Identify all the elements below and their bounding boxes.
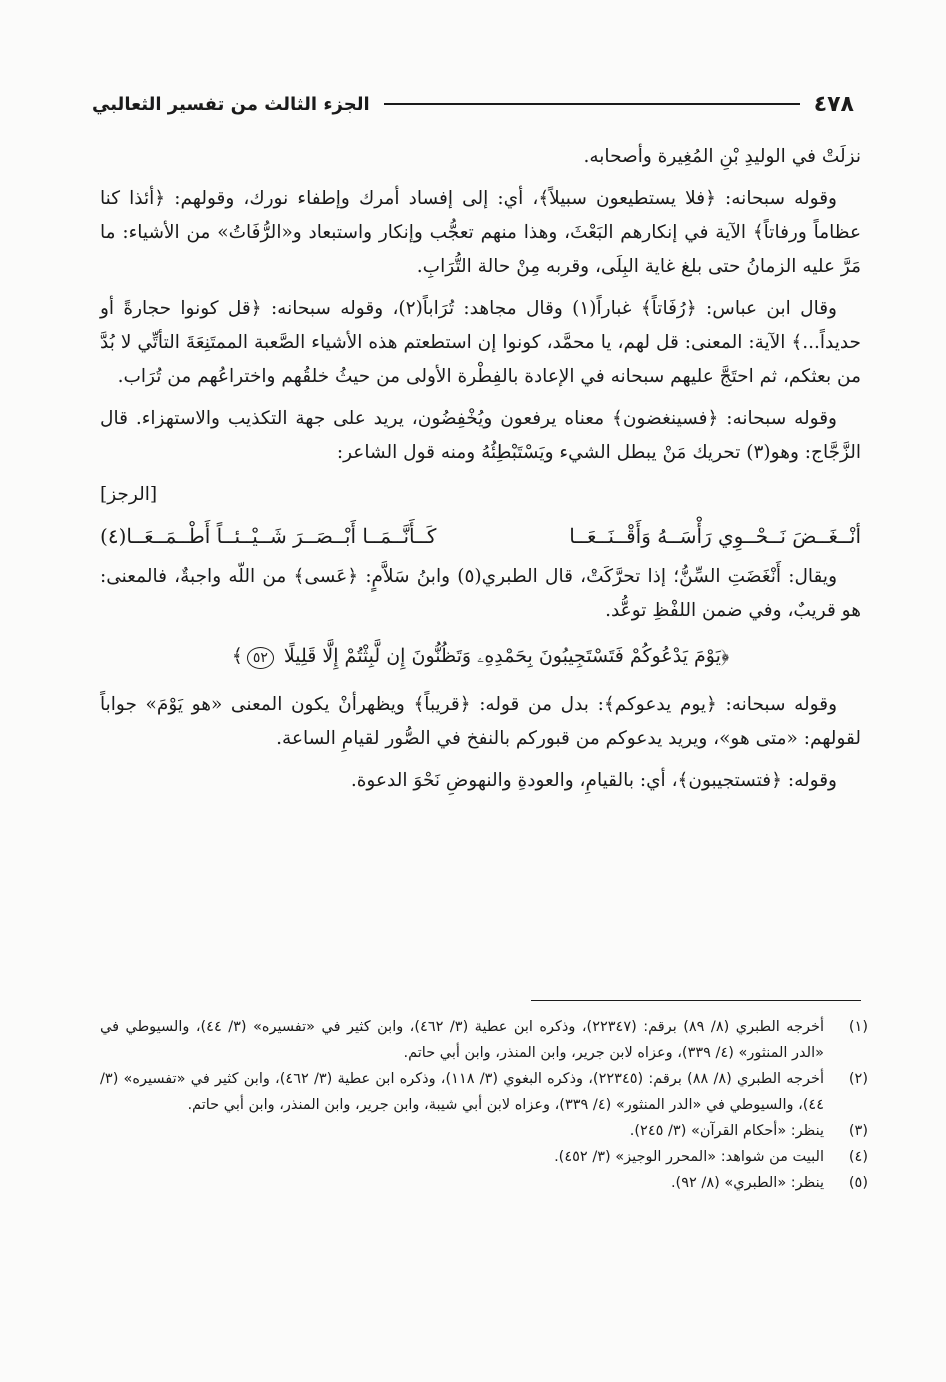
paragraph-7: وقوله: ﴿فتستجيبون﴾، أي: بالقيامِ، والعودةِ والنهوضِ نَحْوَ الدعوة. — [350, 770, 837, 791]
footnote-separator — [531, 1000, 861, 1001]
quran-verse-text: ﴿يَوْمَ يَدْعُوكُمْ فَتَسْتَجِيبُونَ بِحَمْدِهِۦ وَتَظُنُّونَ إِن لَّبِثْتُمْ إِلَّا قَلِيلًا — [283, 645, 730, 667]
poetic-meter-label: [الرجز] — [100, 484, 158, 505]
paragraph-4: وقوله سبحانه: ﴿فسينغضون﴾ معناه يرفعون ويُخْفِضُون، يريد على جهة التكذيب والاستهزاء. قال الزَّجَّاج: وهو(٣) تحريك مَنْ يبطل الشيء ويَسْتَبْطِئُهُ ومنه قول الشاعر: — [100, 408, 861, 463]
main-text — [100, 140, 861, 806]
paragraph-3: وقال ابن عباس: ﴿رُفَاتاً﴾ غباراً(١) وقال مجاهد: تُرَاباً(٢)، وقوله سبحانه: ﴿قل كونوا حجارةً أو حديداً...﴾ الآية: المعنى: قل لهم، يا محمَّد، كونوا إن استطعتم هذه الأشياء الصَّعبة الممتَنِعَةَ التأتِّي لا بُدَّ من بعثكم، ثم احتَجَّ عليهم سبحانه في الإعادة بالفِطْرة الأولى من حيثُ خلقُهم واختراعُهم من تُرَاب. — [100, 298, 861, 387]
footnote-number: (٥) — [848, 1175, 868, 1191]
paragraph-6: وقوله سبحانه: ﴿يوم يدعوكم﴾: بدل من قوله: ﴿قريباً﴾ ويظهرأنْ يكون المعنى «هو يَوْمَ» جواباً لقولهم: «متى هو»، ويريد يدعوكم من قبوركم بالنفخ في الصُّور لقيامِ الساعة. — [100, 694, 861, 749]
footnote-3 — [100, 1118, 868, 1144]
footnote-2 — [100, 1066, 868, 1118]
footnotes — [100, 1014, 868, 1196]
paragraph-1: نزلَتْ في الوليدِ بْنِ المُغِيرة وأصحابه. — [583, 146, 861, 167]
paragraph-2: وقوله سبحانه: ﴿فلا يستطيعون سبيلاً﴾، أي: إلى إفساد أمرك وإطفاء نورك، وقولهم: ﴿أئذا كنا عظاماً ورفاتاً﴾ الآية في إنكارهم البَعْثَ، وهذا منهم تعجُّب وإنكار واستبعاد و«الرُّفَاتُ» من الأشياء: ما مَرَّ عليه الزمانُ حتى بلغ غاية البِلَى، وقربه مِنْ حالة التُّرَابِ. — [100, 188, 861, 277]
footnote-number: (٤) — [848, 1149, 868, 1165]
poetry-verse — [100, 516, 861, 556]
footnote-1 — [100, 1014, 868, 1066]
verse-second-hemistich: كَــأَنَّــمَــا أَبْــصَــرَ شَــيْــئــاً أَطْــمَــعَــا(٤) — [100, 524, 437, 548]
footnote-text: ينظر: «أحكام القرآن» (٣/ ٢٤٥). — [629, 1123, 824, 1139]
quran-verse — [100, 636, 861, 676]
footnote-text: أخرجه الطبري (٨/ ٨٩) برقم: (٢٢٣٤٧)، وذكره ابن عطية (٣/ ٤٦٢)، وابن كثير في «تفسيره» (٣/ ٤٤)، والسيوطي في «الدر المنثور» (٤/ ٣٣٩)، وعزاه لابن جرير، وابن المنذر، وابن أبي حاتم. — [100, 1019, 825, 1061]
verse-first-hemistich: أنْــغَــضَ نَــحْــوِي رَأْسَــهُ وَأَقْــنَــعَــا — [569, 524, 861, 548]
footnote-text: أخرجه الطبري (٨/ ٨٨) برقم: (٢٢٣٤٥)، وذكره البغوي (٣/ ١١٨)، وذكره ابن عطية (٣/ ٤٦٢)، وابن كثير في «تفسيره» (٣/ ٤٤)، والسيوطي في «الدر المنثور» (٤/ ٣٣٩)، وعزاه لابن أبي شيبة، وابن جرير، وابن المنذر، وابن أبي حاتم. — [100, 1071, 824, 1113]
footnote-5 — [100, 1170, 868, 1196]
footnote-number: (٢) — [848, 1071, 868, 1087]
page-header — [92, 84, 854, 124]
footnote-text: البيت من شواهد: «المحرر الوجيز» (٣/ ٤٥٢). — [554, 1149, 824, 1165]
footnote-number: (٣) — [848, 1123, 868, 1139]
page-number: ٤٧٨ — [813, 91, 854, 117]
footnote-text: ينظر: «الطبري» (٨/ ٩٢). — [670, 1175, 824, 1191]
paragraph-5: ويقال: أَنْغَضَتِ السِّنُّ؛ إذا تحرَّكَتْ، قال الطبري(٥) وابنُ سَلاَّمٍ: ﴿عَسى﴾ من اللّه واجبةٌ، فالمعنى: هو قريبٌ، وفي ضمن اللفْظِ توعُّد. — [100, 566, 861, 621]
running-title: الجزء الثالث من تفسير الثعالبي — [92, 93, 370, 115]
footnote-number: (١) — [848, 1019, 868, 1035]
header-rule — [384, 103, 800, 105]
quran-verse-close: ﴾ — [231, 645, 243, 667]
footnote-4 — [100, 1144, 868, 1170]
ayah-number-marker: ٥٢ — [247, 647, 274, 669]
